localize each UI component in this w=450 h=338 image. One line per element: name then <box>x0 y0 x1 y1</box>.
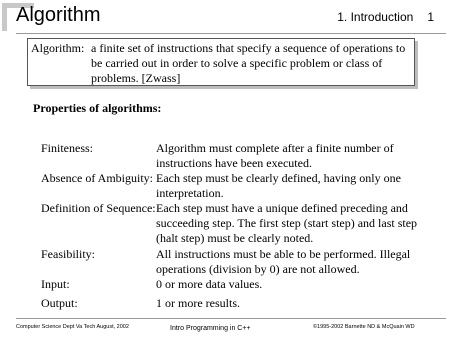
footer-course-title: Intro Programming in C++ <box>170 325 251 332</box>
property-description: Each step must be clearly defined, having only one interpretation. <box>156 171 401 200</box>
definition-text: a finite set of instructions that specify a sequence of operations to be carried out in order to solve a specific problem or class of problems. [Zwass] <box>91 41 406 85</box>
property-description: 1 or more results. <box>156 296 240 310</box>
property-term: Absence of Ambiguity: <box>41 171 153 185</box>
property-term: Input: <box>41 277 70 291</box>
definition-term: Algorithm: <box>31 41 85 55</box>
property-description: Algorithm must complete after a finite number of instructions have been executed. <box>156 141 394 170</box>
section-header <box>337 9 434 25</box>
property-description: All instructions must be able to be performed. Illegal operations (division by 0) are not allowed. <box>156 247 411 276</box>
footer-course-info: Computer Science Dept Va Tech August, 2002 <box>16 324 129 330</box>
footer-copyright: ©1995-2002 Barnette ND & McQuain WD <box>313 324 415 330</box>
definition-box <box>27 38 415 86</box>
property-term: Feasibility: <box>41 247 95 261</box>
property-term: Finiteness: <box>41 141 94 155</box>
properties-heading: Properties of algorithms: <box>33 101 162 115</box>
property-description: Each step must have a unique defined preceding and succeeding step. The first step (start step) and last step (halt step) must be clearly noted. <box>156 201 418 245</box>
property-term: Definition of Sequence: <box>41 201 156 215</box>
footer-divider <box>16 318 446 319</box>
header-divider <box>16 33 446 34</box>
section-label: 1. Introduction <box>337 10 414 24</box>
slide-title: Algorithm <box>16 4 101 26</box>
property-description: 0 or more data values. <box>156 277 263 291</box>
page-number: 1 <box>427 10 434 24</box>
property-term: Output: <box>41 296 78 310</box>
